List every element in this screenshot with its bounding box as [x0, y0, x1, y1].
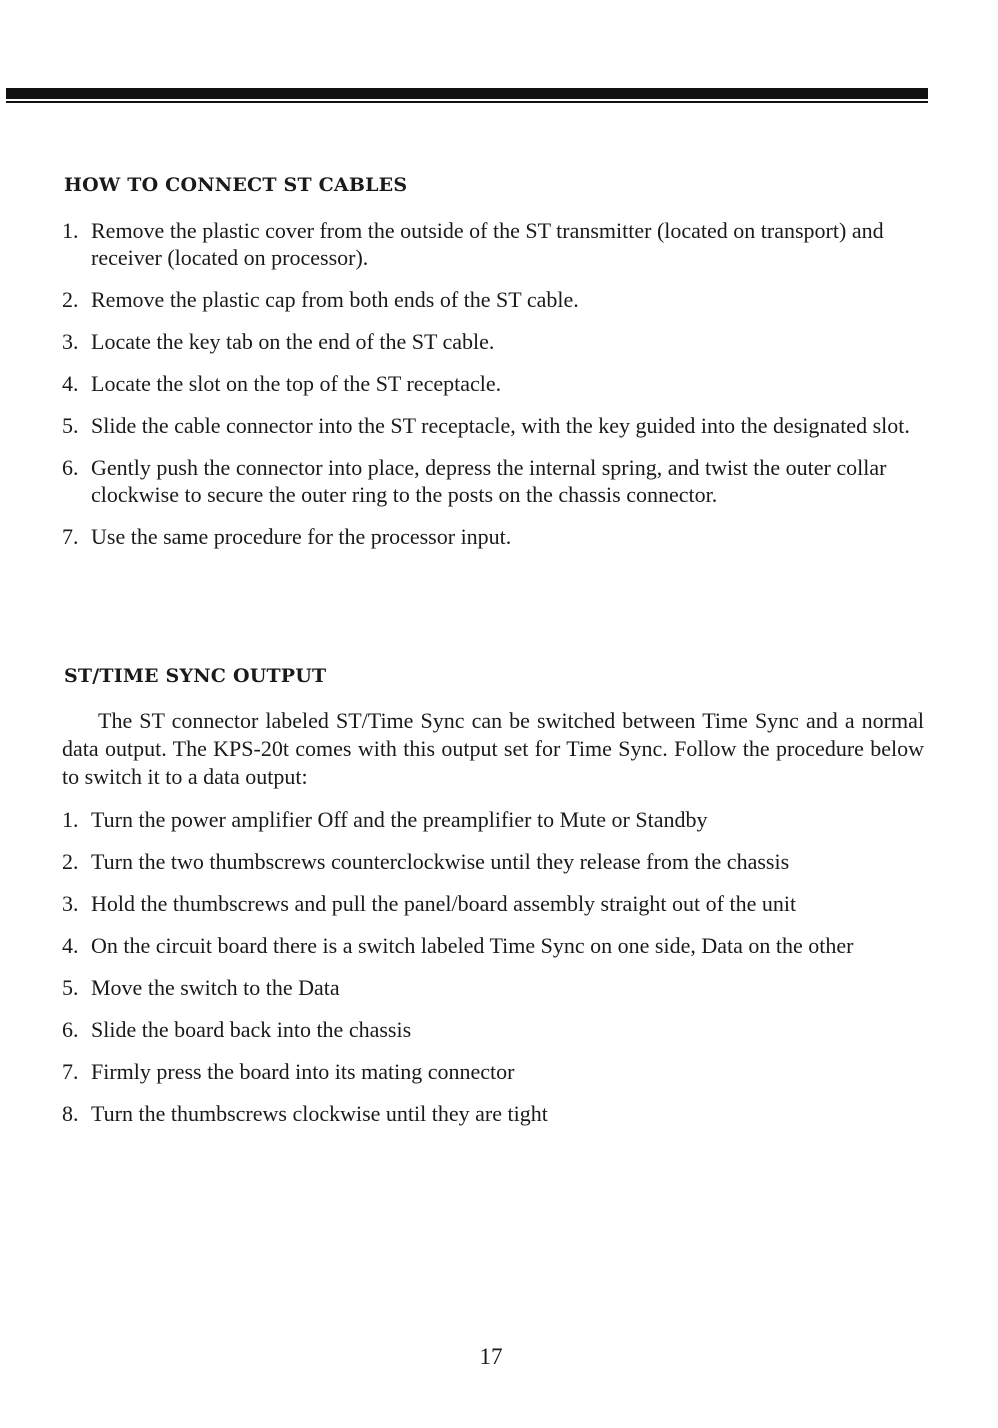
list-item [62, 1016, 924, 1043]
step-number: 2. [62, 287, 79, 312]
step-text: Gently push the connector into place, depress the internal spring, and twist the outer collar clockwise to secure the outer ring to the posts on the chassis connector. [91, 455, 887, 507]
step-number: 7. [62, 1059, 79, 1084]
step-text: Turn the power amplifier Off and the preamplifier to Mute or Standby [91, 807, 708, 832]
step-number: 5. [62, 975, 79, 1000]
step-number: 1. [62, 218, 79, 243]
time-sync-steps [62, 806, 924, 1142]
list-item [62, 848, 924, 875]
time-sync-intro-paragraph: The ST connector labeled ST/Time Sync can be switched between Time Sync and a normal data output. The KPS-20t comes with this output set for Time Sync. Follow the procedure below to switch it to a data output: [62, 708, 924, 789]
step-text: Hold the thumbscrews and pull the panel/board assembly straight out of the unit [91, 891, 797, 916]
step-number: 3. [62, 891, 79, 916]
step-text: Remove the plastic cover from the outside of the ST transmitter (located on transport) and receiver (located on processor). [91, 218, 884, 270]
step-number: 8. [62, 1101, 79, 1126]
list-item [62, 328, 924, 355]
step-text: Move the switch to the Data [91, 975, 340, 1000]
list-item [62, 1058, 924, 1085]
step-text: Slide the board back into the chassis [91, 1017, 412, 1042]
step-number: 2. [62, 849, 79, 874]
step-text: Locate the key tab on the end of the ST cable. [91, 329, 495, 354]
list-item [62, 1100, 924, 1127]
step-number: 1. [62, 807, 79, 832]
step-number: 3. [62, 329, 79, 354]
list-item [62, 217, 924, 271]
step-text: Remove the plastic cap from both ends of the ST cable. [91, 287, 579, 312]
list-item [62, 523, 924, 550]
step-number: 4. [62, 371, 79, 396]
step-text: Locate the slot on the top of the ST receptacle. [91, 371, 502, 396]
step-text: Turn the two thumbscrews counterclockwise until they release from the chassis [91, 849, 790, 874]
step-number: 6. [62, 1017, 79, 1042]
step-text: On the circuit board there is a switch labeled Time Sync on one side, Data on the other [91, 933, 854, 958]
step-text: Turn the thumbscrews clockwise until they are tight [91, 1101, 548, 1126]
list-item [62, 890, 924, 917]
step-text: Use the same procedure for the processor input. [91, 524, 512, 549]
list-item [62, 412, 924, 439]
step-text: Slide the cable connector into the ST receptacle, with the key guided into the designated slot. [91, 413, 910, 438]
section-heading-st-time-sync-output: ST/TIME SYNC OUTPUT [64, 665, 327, 687]
page-number: 17 [479, 1344, 503, 1369]
list-item [62, 932, 924, 959]
list-item [62, 454, 924, 508]
step-number: 4. [62, 933, 79, 958]
list-item [62, 806, 924, 833]
step-number: 5. [62, 413, 79, 438]
connect-st-cables-steps [62, 217, 924, 565]
header-rule-thick [6, 88, 928, 99]
step-number: 6. [62, 455, 79, 480]
list-item [62, 370, 924, 397]
section-heading-connect-st-cables: HOW TO CONNECT ST CABLES [64, 174, 408, 196]
step-text: Firmly press the board into its mating connector [91, 1059, 515, 1084]
step-number: 7. [62, 524, 79, 549]
list-item [62, 286, 924, 313]
list-item [62, 974, 924, 1001]
header-rule-thin [6, 101, 928, 103]
